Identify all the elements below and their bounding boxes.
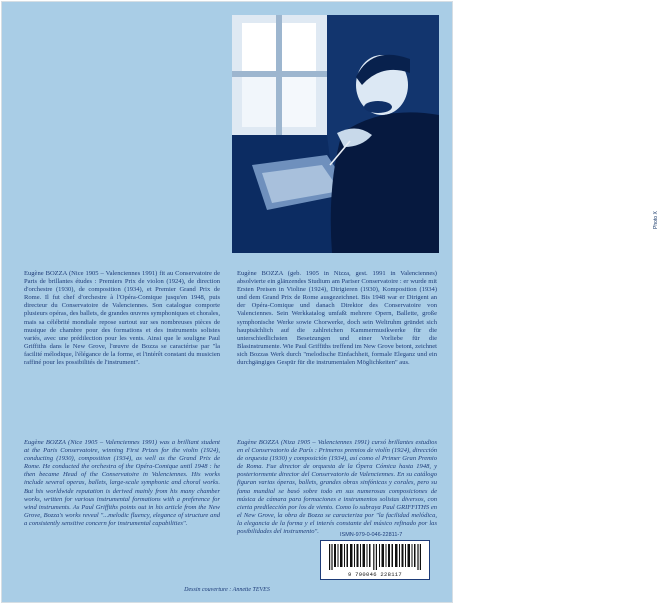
composer-photo-image: [232, 15, 439, 253]
bio-german: Eugène BOZZA (geb. 1905 in Nizza, gest. 1991 in Valenciennes) absolvierte ein glänzendes Studium am Pariser Conservatoire : er wurde mit Ersten Preisen in Violine (1924), Dirigieren (1930), Komposition (1934) und dem Grand Prix de Rome ausgezeichnet. Bis 1948 war er Dirigent an der Opéra-Comique und danach Direktor des Conservatoire von Valenciennes. Sein Werkkatalog umfaßt mehrere Opern, Ballette, große symphonische Werke sowie Chorwerke, doch sein Weltruhm gründet sich hauptsächlich auf die zahlreichen Kammermusikwerke für die unterschiedlichsten Besetzungen und einer Vorliebe für die Blasinstrumente. Wie Paul Griffiths treffend im New Grove betont, zeichnet sich Bozzas Werk durch "melodische Einfachheit, formale Eleganz und ein durchgängiges Gespür für die instrumentalen Möglichkeiten" aus.: [237, 270, 437, 367]
bio-spanish: Eugène BOZZA (Niza 1905 – Valenciennes 1991) cursó brillantes estudios en el Conservatorio de París : Primeros premios de violín (1924), dirección de orquesta (1930) y composición (1934), así como el Primer Gran Premio de Roma. Fue director de orquesta de la Ópera Cómica hasta 1948, y posteriormente director del Conservatorio de Valenciennes. En su catálogo figuran varias óperas, ballets, grandes obras sinfónicas y corales, pero su fama mundial se basó sobre todo en sus numerosas composiciones de música de cámara para formaciones e instrumentos solistas diversos, con cierta predilección por los de viento. Como lo subraya Paul GRIFFITHS en el New Grove, la obra de Bozza se caracteriza por "la facilidad melódica, la elegancia de la forma y el interés constante del músico refinado por las posibilidades del instrumento".: [237, 439, 437, 536]
bio-french: Eugène BOZZA (Nice 1905 – Valenciennes 1991) fit au Conservatoire de Paris de brillantes études : Premiers Prix de violon (1924), de direction d'orchestre (1930), de composition (1934), et Premier Grand Prix de Rome. Il fut chef d'orchestre à l'Opéra-Comique jusqu'en 1948, puis directeur du Conservatoire de Valenciennes. Son catalogue comporte plusieurs opéras, des ballets, de grandes œuvres symphoniques et chorales, mais sa célébrité mondiale repose surtout sur ses nombreuses pièces de musique de chambre pour des formations et des instruments solistes variés, avec une prédilection pour les vents. Ainsi que le souligne Paul Griffiths dans le New Grove, l'œuvre de Bozza se caractérise par "la facilité mélodique, l'élégance de la forme, et l'intérêt constant du musicien raffiné pour les possibilités de l'instrument".: [24, 270, 220, 367]
bio-english: Eugène BOZZA (Nice 1905 – Valenciennes 1991) was a brilliant student at the Paris Conservatoire, winning First Prizes for the violin (1924), conducting (1930), composition (1934), as well as the Grand Prix de Rome. He conducted the orchestra of the Opéra-Comique until 1948 : he then became Head of the Conservatoire in Valenciennes. His works include several operas, ballets, large-scale symphonic and choral works. But his worldwide reputation is derived mainly from his many chamber works, written for various instrumental formations with a preference for wind instruments. As Paul Griffiths points out in his article from the New Grove, Bozza's works reveal "...melodic fluency, elegance of structure and a consistently sensitive concern for instrumental capabilities".: [24, 439, 220, 527]
composer-photo: [232, 15, 659, 253]
photo-credit: Photo X: [653, 211, 659, 229]
cover-credit: Dessin couverture : Annette TEVES: [184, 587, 270, 593]
ismn-label: ISMN-979-0-046-22811-7: [340, 532, 403, 538]
back-cover: [2, 2, 659, 602]
barcode-bars: [329, 544, 421, 570]
barcode-number: 9 790046 228117: [347, 571, 402, 578]
barcode: [320, 540, 430, 580]
